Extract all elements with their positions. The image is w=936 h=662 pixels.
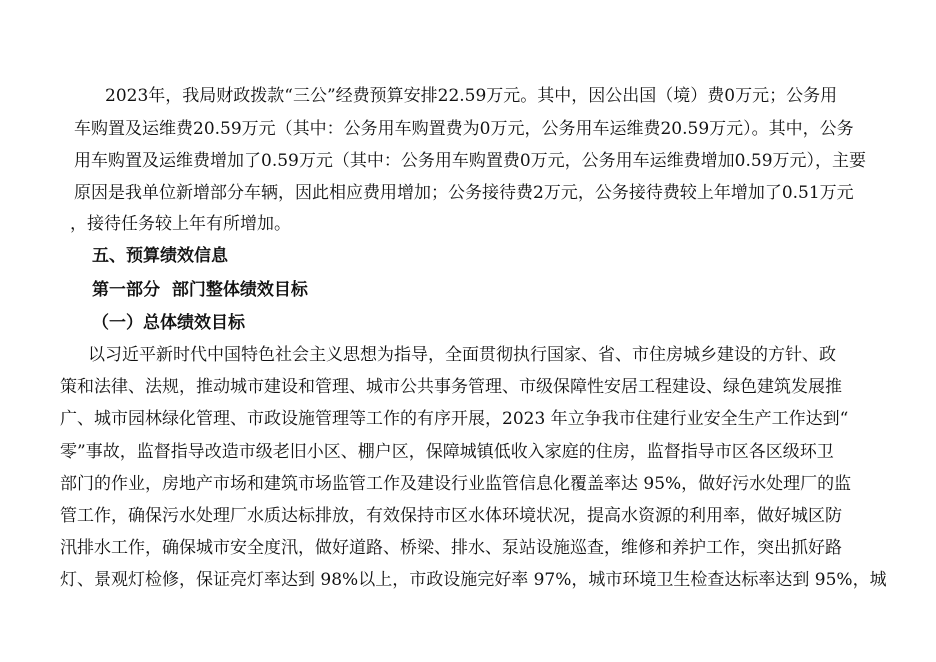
goals-paragraph-line: 零”事故，监督指导改造市级老旧小区、棚户区，保障城镇低收入家庭的住房，监督指导市区各区级环卫: [60, 442, 834, 462]
budget-paragraph-line: 用车购置及运维费增加了0.59万元（其中：公务用车购置费0万元，公务用车运维费增加0.59万元），主要: [74, 151, 867, 171]
budget-paragraph-line: 2023年，我局财政拨款“三公”经费预算安排22.59万元。其中，因公出国（境）费0万元；公务用: [105, 86, 838, 106]
budget-paragraph-line: ，接待任务较上年有所增加。: [70, 214, 291, 234]
goals-paragraph-line: 汛排水工作，确保城市安全度汛，做好道路、桥梁、排水、泵站设施巡查，维修和养护工作，突出抓好路: [60, 538, 842, 558]
goals-paragraph-line: 管工作，确保污水处理厂水质达标排放，有效保持市区水体环境状况，提高水资源的利用率，做好城区防: [60, 506, 842, 526]
goals-paragraph-line: 广、城市园林绿化管理、市政设施管理等工作的有序开展，2023 年立争我市住建行业安全生产工作达到“: [60, 409, 849, 429]
goals-paragraph-line: 以习近平新时代中国特色社会主义思想为指导，全面贯彻执行国家、省、市住房城乡建设的方针、政: [88, 345, 836, 365]
goals-paragraph-line: 灯、景观灯检修，保证亮灯率达到 98%以上，市政设施完好率 97%，城市环境卫生检查达标率达到 95%，城: [60, 570, 887, 590]
subheading-overall-performance-goals: （一）总体绩效目标: [92, 313, 245, 333]
budget-paragraph-line: 车购置及运维费20.59万元（其中：公务用车购置费为0万元，公务用车运维费20.59万元）。其中，公务: [74, 119, 854, 139]
part-heading-overall-goals: 第一部分 部门整体绩效目标: [92, 280, 308, 300]
budget-paragraph-line: 原因是我单位新增部分车辆，因此相应费用增加；公务接待费2万元，公务接待费较上年增加了0.51万元: [74, 183, 854, 203]
goals-paragraph-line: 策和法律、法规，推动城市建设和管理、城市公共事务管理、市级保障性安居工程建设、绿色建筑发展推: [60, 377, 842, 397]
goals-paragraph-line: 部门的作业，房地产市场和建筑市场监管工作及建设行业监管信息化覆盖率达 95%，做好污水处理厂的监: [60, 474, 852, 494]
section-heading-budget-performance: 五、预算绩效信息: [92, 246, 228, 266]
